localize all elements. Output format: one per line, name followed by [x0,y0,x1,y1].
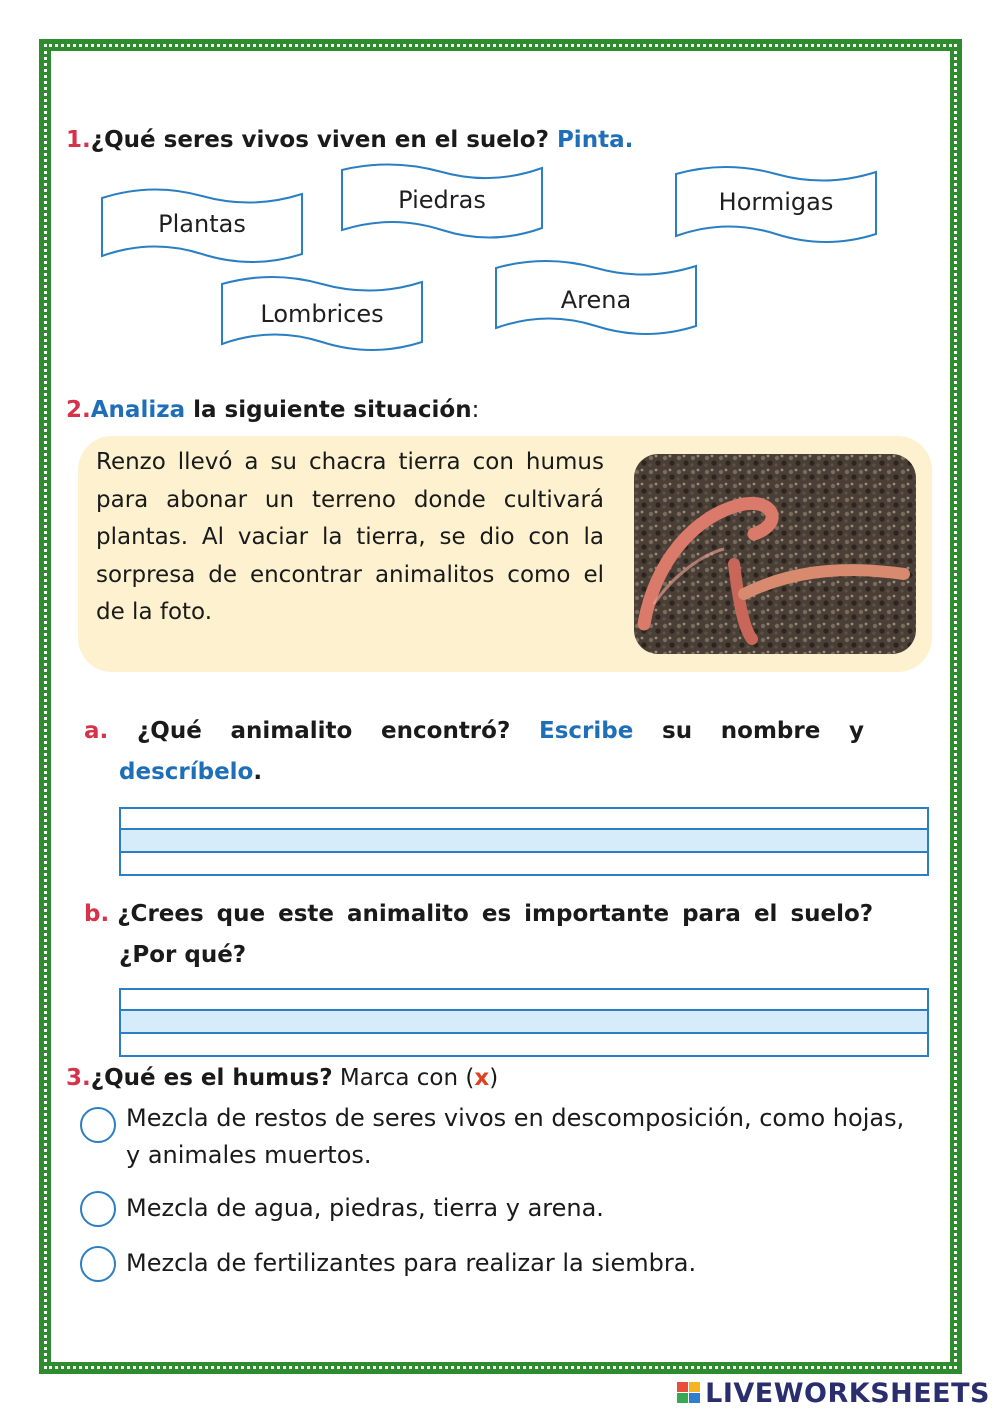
situation-box [78,436,932,672]
question-instruction: Analiza [90,397,186,423]
option-flag-piedras[interactable] [340,160,544,244]
situation-text: Renzo llevó a su chacra tierra con humus para abonar un terreno donde cultivará plantas. Al vaciar la tierra, se dio con la sorpresa de encontrar animalitos como el de la foto. [96,449,604,625]
earthworm-photo [634,454,916,654]
option-flag-lombrices[interactable] [220,272,424,356]
option-text-2: Mezcla de agua, piedras, tierra y arena. [126,1194,604,1222]
answer-lines-2a[interactable] [119,807,929,876]
question-instruction: Pinta. [556,127,634,153]
option-text-1: Mezcla de restos de seres vivos en descomposición, como hojas, y animales muertos. [126,1104,905,1169]
mark-symbol: x [474,1065,490,1091]
question-text: la siguiente situación [193,397,472,423]
option-label: Plantas [158,210,246,238]
question-3: 3.¿Qué es el humus? Marca con (x) [66,1065,499,1091]
question-2: 2.Analiza la siguiente situación: [66,397,480,423]
brand-name: LIVEWORKSHEETS [705,1377,990,1409]
question-number: 1. [66,127,91,153]
option-radio-3[interactable] [80,1246,116,1282]
question-text: ¿Qué seres vivos viven en el suelo? [90,127,549,153]
option-flag-hormigas[interactable] [674,162,878,248]
answer-lines-2b[interactable] [119,988,929,1057]
question-2a: a. ¿Qué animalito encontró? Escribe su nombre y [84,718,864,744]
brand-icon [677,1382,701,1404]
option-radio-2[interactable] [80,1191,116,1227]
question-1 [66,126,633,154]
question-number: 3. [66,1065,91,1091]
option-flag-arena[interactable] [494,256,698,340]
option-radio-1[interactable] [80,1107,116,1143]
option-flag-plantas[interactable] [100,184,304,268]
question-2b: b. ¿Crees que este animalito es importante para el suelo? [84,901,874,927]
option-text-3: Mezcla de fertilizantes para realizar la siembra. [126,1249,697,1277]
question-text: ¿Qué es el humus? [90,1065,333,1091]
option-label: Piedras [398,186,486,214]
option-label: Hormigas [718,188,834,216]
question-letter: a. [84,718,109,744]
option-label: Lombrices [260,300,384,328]
question-letter: b. [84,901,110,927]
question-number: 2. [66,397,91,423]
liveworksheets-logo [677,1378,990,1408]
question-2b-line2: ¿Por qué? [119,942,247,968]
question-2a-line2: descríbelo. [119,759,263,785]
option-label: Arena [560,286,632,314]
